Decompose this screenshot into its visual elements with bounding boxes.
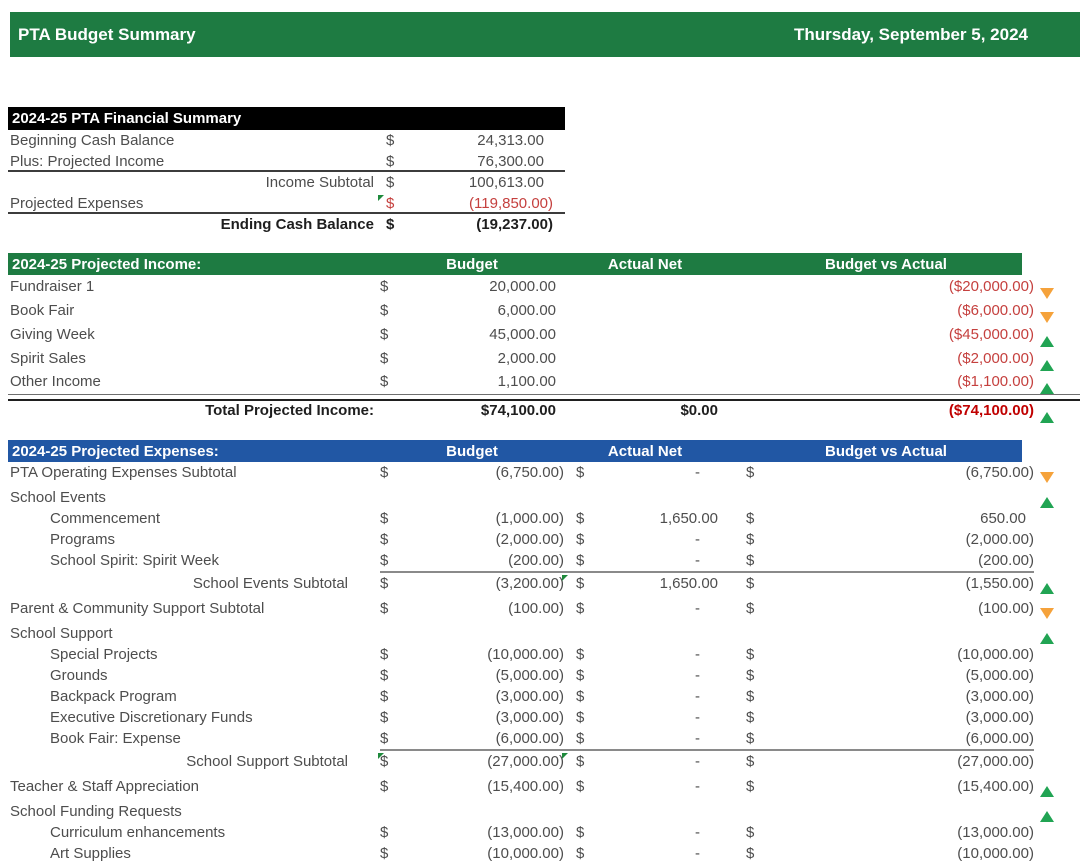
budget-value-cell[interactable]: (3,000.00) (495, 688, 564, 705)
budget-vs-actual-value-cell[interactable]: (3,000.00) (965, 709, 1034, 726)
actual-net-value-cell[interactable]: - (695, 531, 700, 548)
row-label[interactable]: Executive Discretionary Funds (50, 709, 253, 726)
row-label[interactable]: Projected Expenses (10, 195, 144, 212)
budget-vs-actual-value-cell[interactable]: (1,550.00) (772, 571, 1034, 594)
row-label[interactable]: School Events (10, 489, 106, 506)
actual-net-value-cell[interactable]: - (695, 709, 700, 726)
currency-cell[interactable]: $ (380, 824, 389, 841)
actual-net-value-cell[interactable]: - (695, 688, 700, 705)
row-label[interactable]: Total Projected Income: (205, 402, 374, 419)
currency-cell[interactable]: $ (746, 531, 755, 548)
currency-cell[interactable]: $ (576, 510, 585, 527)
table-row[interactable] (8, 573, 1080, 594)
budget-vs-actual-value-cell[interactable]: (2,000.00) (965, 531, 1034, 548)
total-row[interactable] (8, 399, 1080, 423)
trend-cell (1034, 583, 1080, 594)
trend-cell (1034, 288, 1080, 299)
currency-cell[interactable]: $ (380, 688, 389, 705)
trend-up-icon (1040, 786, 1054, 797)
trend-up-icon (1040, 360, 1054, 371)
budget-vs-actual-value-cell[interactable]: ($2,000.00) (957, 350, 1034, 367)
value-cell[interactable]: 76,300.00 (477, 153, 544, 170)
table-row[interactable] (8, 728, 1080, 749)
budget-value-cell[interactable]: (13,000.00) (487, 824, 564, 841)
row-label[interactable]: Parent & Community Support Subtotal (10, 600, 265, 617)
table-row[interactable] (8, 776, 1080, 797)
currency-cell[interactable]: $ (576, 709, 585, 726)
summary-row[interactable] (8, 214, 565, 235)
budget-vs-actual-value-cell[interactable]: ($45,000.00) (948, 326, 1034, 343)
row-label[interactable]: Income Subtotal (265, 174, 374, 191)
currency-cell[interactable]: $ (726, 571, 772, 594)
table-row[interactable] (8, 751, 1080, 772)
summary-header-bar[interactable]: 2024-25 PTA Financial Summary (8, 107, 565, 130)
budget-vs-actual-value-cell[interactable]: (6,750.00) (965, 464, 1034, 481)
table-row[interactable] (8, 665, 1080, 686)
currency-cell[interactable]: $ (380, 350, 389, 367)
budget-value-cell[interactable]: (27,000.00) (404, 749, 564, 772)
actual-net-value-cell[interactable]: - (695, 778, 700, 795)
table-row[interactable] (8, 323, 1080, 347)
table-row[interactable] (8, 299, 1080, 323)
actual-net-value-cell[interactable]: - (695, 552, 700, 569)
budget-value-cell[interactable]: (15,400.00) (487, 778, 564, 795)
currency-cell[interactable]: $ (380, 778, 389, 795)
table-row[interactable] (8, 275, 1080, 299)
budget-value-cell[interactable]: (3,200.00) (404, 571, 564, 594)
currency-cell[interactable]: $ (386, 216, 395, 233)
trend-cell (1034, 472, 1080, 483)
budget-vs-actual-value-cell[interactable]: (15,400.00) (957, 778, 1034, 795)
currency-cell[interactable]: $ (386, 153, 395, 170)
income-header-bar[interactable] (8, 253, 1022, 275)
currency-cell[interactable]: $ (380, 531, 389, 548)
actual-net-value-cell[interactable]: - (695, 464, 700, 481)
budget-vs-actual-value-cell[interactable]: ($74,100.00) (948, 402, 1034, 419)
table-row[interactable] (8, 529, 1080, 550)
trend-cell (1034, 336, 1080, 347)
row-label[interactable]: Grounds (50, 667, 108, 684)
budget-vs-actual-value-cell[interactable]: (27,000.00) (772, 749, 1034, 772)
value-cell[interactable]: 24,313.00 (477, 132, 544, 149)
row-label[interactable]: School Support (10, 625, 113, 642)
budget-vs-actual-value-cell[interactable]: (13,000.00) (957, 824, 1034, 841)
trend-cell (1034, 633, 1080, 644)
budget-vs-actual-value-cell[interactable]: 650.00 (980, 510, 1026, 527)
table-row[interactable] (8, 801, 1080, 822)
budget-value-cell[interactable]: (5,000.00) (495, 667, 564, 684)
row-label[interactable]: Curriculum enhancements (50, 824, 226, 841)
currency-cell[interactable]: $ (380, 193, 406, 212)
currency-cell[interactable]: $ (746, 464, 755, 481)
currency-cell[interactable]: $ (576, 778, 585, 795)
trend-down-icon (1040, 608, 1054, 619)
trend-up-icon (1040, 336, 1054, 347)
row-label[interactable]: School Funding Requests (10, 803, 182, 820)
comment-indicator-icon (378, 753, 384, 759)
budget-value-cell[interactable]: $74,100.00 (480, 402, 556, 419)
row-label[interactable]: Book Fair: Expense (50, 730, 181, 747)
currency-cell[interactable]: $ (746, 730, 755, 747)
currency-cell[interactable]: $ (576, 688, 585, 705)
currency-cell[interactable]: $ (380, 326, 389, 343)
trend-up-icon (1040, 497, 1054, 508)
currency-cell[interactable]: $ (380, 373, 389, 390)
budget-value-cell[interactable]: (6,000.00) (495, 730, 564, 747)
currency-cell[interactable]: $ (386, 132, 395, 149)
budget-value-cell[interactable]: 45,000.00 (489, 326, 556, 343)
row-label[interactable]: Backpack Program (50, 688, 177, 705)
trend-cell (1034, 811, 1080, 822)
table-row[interactable] (8, 707, 1080, 728)
row-label[interactable]: Teacher & Staff Appreciation (10, 778, 200, 795)
summary-row[interactable] (8, 172, 565, 193)
budget-vs-actual-value-cell[interactable]: (10,000.00) (957, 845, 1034, 862)
row-label[interactable]: School Events Subtotal (192, 575, 348, 592)
budget-value-cell[interactable]: 20,000.00 (489, 278, 556, 295)
currency-cell[interactable]: $ (576, 730, 585, 747)
currency-cell[interactable]: $ (380, 646, 389, 663)
actual-net-value-cell[interactable]: - (695, 824, 700, 841)
row-label[interactable]: School Spirit: Spirit Week (50, 552, 219, 569)
table-row[interactable] (8, 686, 1080, 707)
currency-cell[interactable]: $ (746, 778, 755, 795)
row-label[interactable]: School Support Subtotal (186, 753, 348, 770)
column-header-actual-net: Actual Net (607, 442, 683, 460)
trend-up-icon (1040, 583, 1054, 594)
currency-cell[interactable]: $ (564, 749, 588, 772)
currency-cell[interactable]: $ (380, 730, 389, 747)
trend-down-icon (1040, 288, 1054, 299)
trend-cell (1034, 608, 1080, 619)
actual-net-value-cell[interactable]: $0.00 (680, 402, 718, 419)
row-label[interactable]: Beginning Cash Balance (10, 132, 175, 149)
currency-cell[interactable]: $ (746, 600, 755, 617)
budget-value-cell[interactable]: 2,000.00 (497, 350, 556, 367)
column-header-budget-vs-actual: Budget vs Actual (825, 255, 947, 273)
trend-up-icon (1040, 633, 1054, 644)
budget-vs-actual-value-cell[interactable]: ($6,000.00) (957, 302, 1034, 319)
actual-net-value-cell[interactable]: - (695, 667, 700, 684)
column-header-budget: Budget (446, 442, 498, 460)
budget-vs-actual-value-cell[interactable]: (10,000.00) (957, 646, 1034, 663)
budget-value-cell[interactable]: (10,000.00) (487, 845, 564, 862)
currency-cell[interactable]: $ (380, 302, 389, 319)
budget-vs-actual-value-cell[interactable]: (100.00) (978, 600, 1034, 617)
row-label[interactable]: Giving Week (10, 326, 95, 343)
row-label[interactable]: Programs (50, 531, 116, 548)
table-row[interactable] (8, 371, 1080, 395)
income-section-title: 2024-25 Projected Income: (12, 255, 202, 273)
currency-cell[interactable]: $ (576, 845, 585, 862)
summary-row[interactable] (8, 193, 565, 214)
budget-value-cell[interactable]: (3,000.00) (495, 709, 564, 726)
row-label[interactable]: PTA Operating Expenses Subtotal (10, 464, 237, 481)
trend-cell (1034, 312, 1080, 323)
currency-cell[interactable]: $ (380, 571, 404, 594)
currency-cell[interactable]: $ (576, 531, 585, 548)
budget-vs-actual-value-cell[interactable]: (6,000.00) (965, 730, 1034, 747)
currency-cell[interactable]: $ (746, 646, 755, 663)
budget-vs-actual-value-cell[interactable]: (200.00) (978, 552, 1034, 569)
projected-income-section (8, 253, 1080, 423)
currency-cell[interactable]: $ (746, 845, 755, 862)
currency-cell[interactable]: $ (380, 464, 389, 481)
income-rows (8, 275, 1080, 423)
budget-vs-actual-value-cell[interactable]: (3,000.00) (965, 688, 1034, 705)
comment-indicator-icon (378, 195, 384, 201)
table-row[interactable] (8, 487, 1080, 508)
column-header-actual-net: Actual Net (607, 255, 683, 273)
column-header-budget: Budget (446, 255, 498, 273)
budget-value-cell[interactable]: (6,750.00) (495, 464, 564, 481)
title-bar[interactable] (10, 12, 1080, 57)
currency-cell[interactable]: $ (576, 552, 585, 569)
currency-cell[interactable]: $ (380, 600, 389, 617)
actual-net-value-cell[interactable]: - (695, 646, 700, 663)
summary-row[interactable] (8, 151, 565, 172)
budget-value-cell[interactable]: (1,000.00) (495, 510, 564, 527)
currency-cell[interactable]: $ (380, 510, 389, 527)
value-cell[interactable]: (119,850.00) (469, 195, 553, 212)
trend-cell (1034, 412, 1080, 423)
currency-cell[interactable]: $ (576, 464, 585, 481)
budget-value-cell[interactable]: 6,000.00 (497, 302, 556, 319)
table-row[interactable] (8, 508, 1080, 529)
row-label[interactable]: Plus: Projected Income (10, 153, 165, 170)
currency-cell[interactable]: $ (746, 709, 755, 726)
page-title: PTA Budget Summary (18, 24, 196, 44)
trend-up-icon (1040, 383, 1054, 394)
table-row[interactable] (8, 550, 1080, 571)
actual-net-value-cell[interactable]: 1,650.00 (588, 571, 726, 594)
trend-up-icon (1040, 811, 1054, 822)
report-date: Thursday, September 5, 2024 (793, 24, 1028, 44)
column-header-budget-vs-actual: Budget vs Actual (825, 442, 947, 460)
currency-cell[interactable]: $ (726, 749, 772, 772)
value-cell[interactable]: 100,613.00 (468, 174, 544, 191)
table-row[interactable] (8, 623, 1080, 644)
budget-value-cell[interactable]: (10,000.00) (487, 646, 564, 663)
trend-cell (1034, 786, 1080, 797)
budget-value-cell[interactable]: (2,000.00) (495, 531, 564, 548)
expense-rows (8, 462, 1080, 864)
budget-vs-actual-value-cell[interactable]: ($20,000.00) (948, 278, 1034, 295)
budget-value-cell[interactable]: 1,100.00 (497, 373, 556, 390)
currency-cell[interactable]: $ (746, 510, 755, 527)
actual-net-value-cell[interactable]: - (695, 845, 700, 862)
row-label[interactable]: Spirit Sales (10, 350, 86, 367)
expenses-header-bar[interactable] (8, 440, 1022, 462)
budget-value-cell[interactable]: (200.00) (508, 552, 564, 569)
actual-net-value-cell[interactable]: 1,650.00 (659, 510, 718, 527)
summary-row[interactable] (8, 130, 565, 151)
currency-cell[interactable]: $ (746, 667, 755, 684)
row-label[interactable]: Other Income (10, 373, 101, 390)
table-row[interactable] (8, 644, 1080, 665)
currency-cell[interactable]: $ (380, 552, 389, 569)
currency-cell[interactable]: $ (564, 571, 588, 594)
currency-cell[interactable]: $ (746, 824, 755, 841)
budget-vs-actual-value-cell[interactable]: ($1,100.00) (957, 373, 1034, 390)
currency-cell[interactable]: $ (380, 709, 389, 726)
row-label[interactable]: Fundraiser 1 (10, 278, 95, 295)
currency-cell[interactable]: $ (576, 824, 585, 841)
trend-down-icon (1040, 312, 1054, 323)
currency-cell[interactable]: $ (746, 552, 755, 569)
table-row[interactable] (8, 843, 1080, 864)
currency-cell[interactable]: $ (380, 749, 404, 772)
currency-cell[interactable]: $ (576, 600, 585, 617)
table-row[interactable] (8, 598, 1080, 619)
actual-net-value-cell[interactable]: - (588, 749, 726, 772)
trend-down-icon (1040, 472, 1054, 483)
value-cell[interactable]: (19,237.00) (476, 216, 553, 233)
actual-net-value-cell[interactable]: - (695, 730, 700, 747)
budget-vs-actual-value-cell[interactable]: (5,000.00) (965, 667, 1034, 684)
table-row[interactable] (8, 462, 1080, 483)
currency-cell[interactable]: $ (576, 667, 585, 684)
table-row[interactable] (8, 347, 1080, 371)
row-label[interactable]: Ending Cash Balance (220, 216, 374, 233)
trend-up-icon (1040, 412, 1054, 423)
row-label[interactable]: Special Projects (50, 646, 158, 663)
row-label[interactable]: Art Supplies (50, 845, 131, 862)
actual-net-value-cell[interactable]: - (695, 600, 700, 617)
comment-indicator-icon (562, 575, 568, 581)
trend-cell (1034, 383, 1080, 394)
trend-cell (1034, 360, 1080, 371)
projected-expenses-section (8, 440, 1080, 864)
financial-summary-section (8, 107, 565, 235)
currency-cell[interactable]: $ (380, 845, 389, 862)
budget-value-cell[interactable]: (100.00) (508, 600, 564, 617)
currency-cell[interactable]: $ (746, 688, 755, 705)
row-label[interactable]: Book Fair (10, 302, 75, 319)
row-label[interactable]: Commencement (50, 510, 161, 527)
expenses-section-title: 2024-25 Projected Expenses: (12, 442, 219, 460)
currency-cell[interactable]: $ (576, 646, 585, 663)
currency-cell[interactable]: $ (380, 667, 389, 684)
table-row[interactable] (8, 822, 1080, 843)
currency-cell[interactable]: $ (386, 174, 395, 191)
comment-indicator-icon (562, 753, 568, 759)
summary-rows (8, 130, 565, 235)
trend-cell (1034, 497, 1080, 508)
currency-cell[interactable]: $ (380, 278, 389, 295)
